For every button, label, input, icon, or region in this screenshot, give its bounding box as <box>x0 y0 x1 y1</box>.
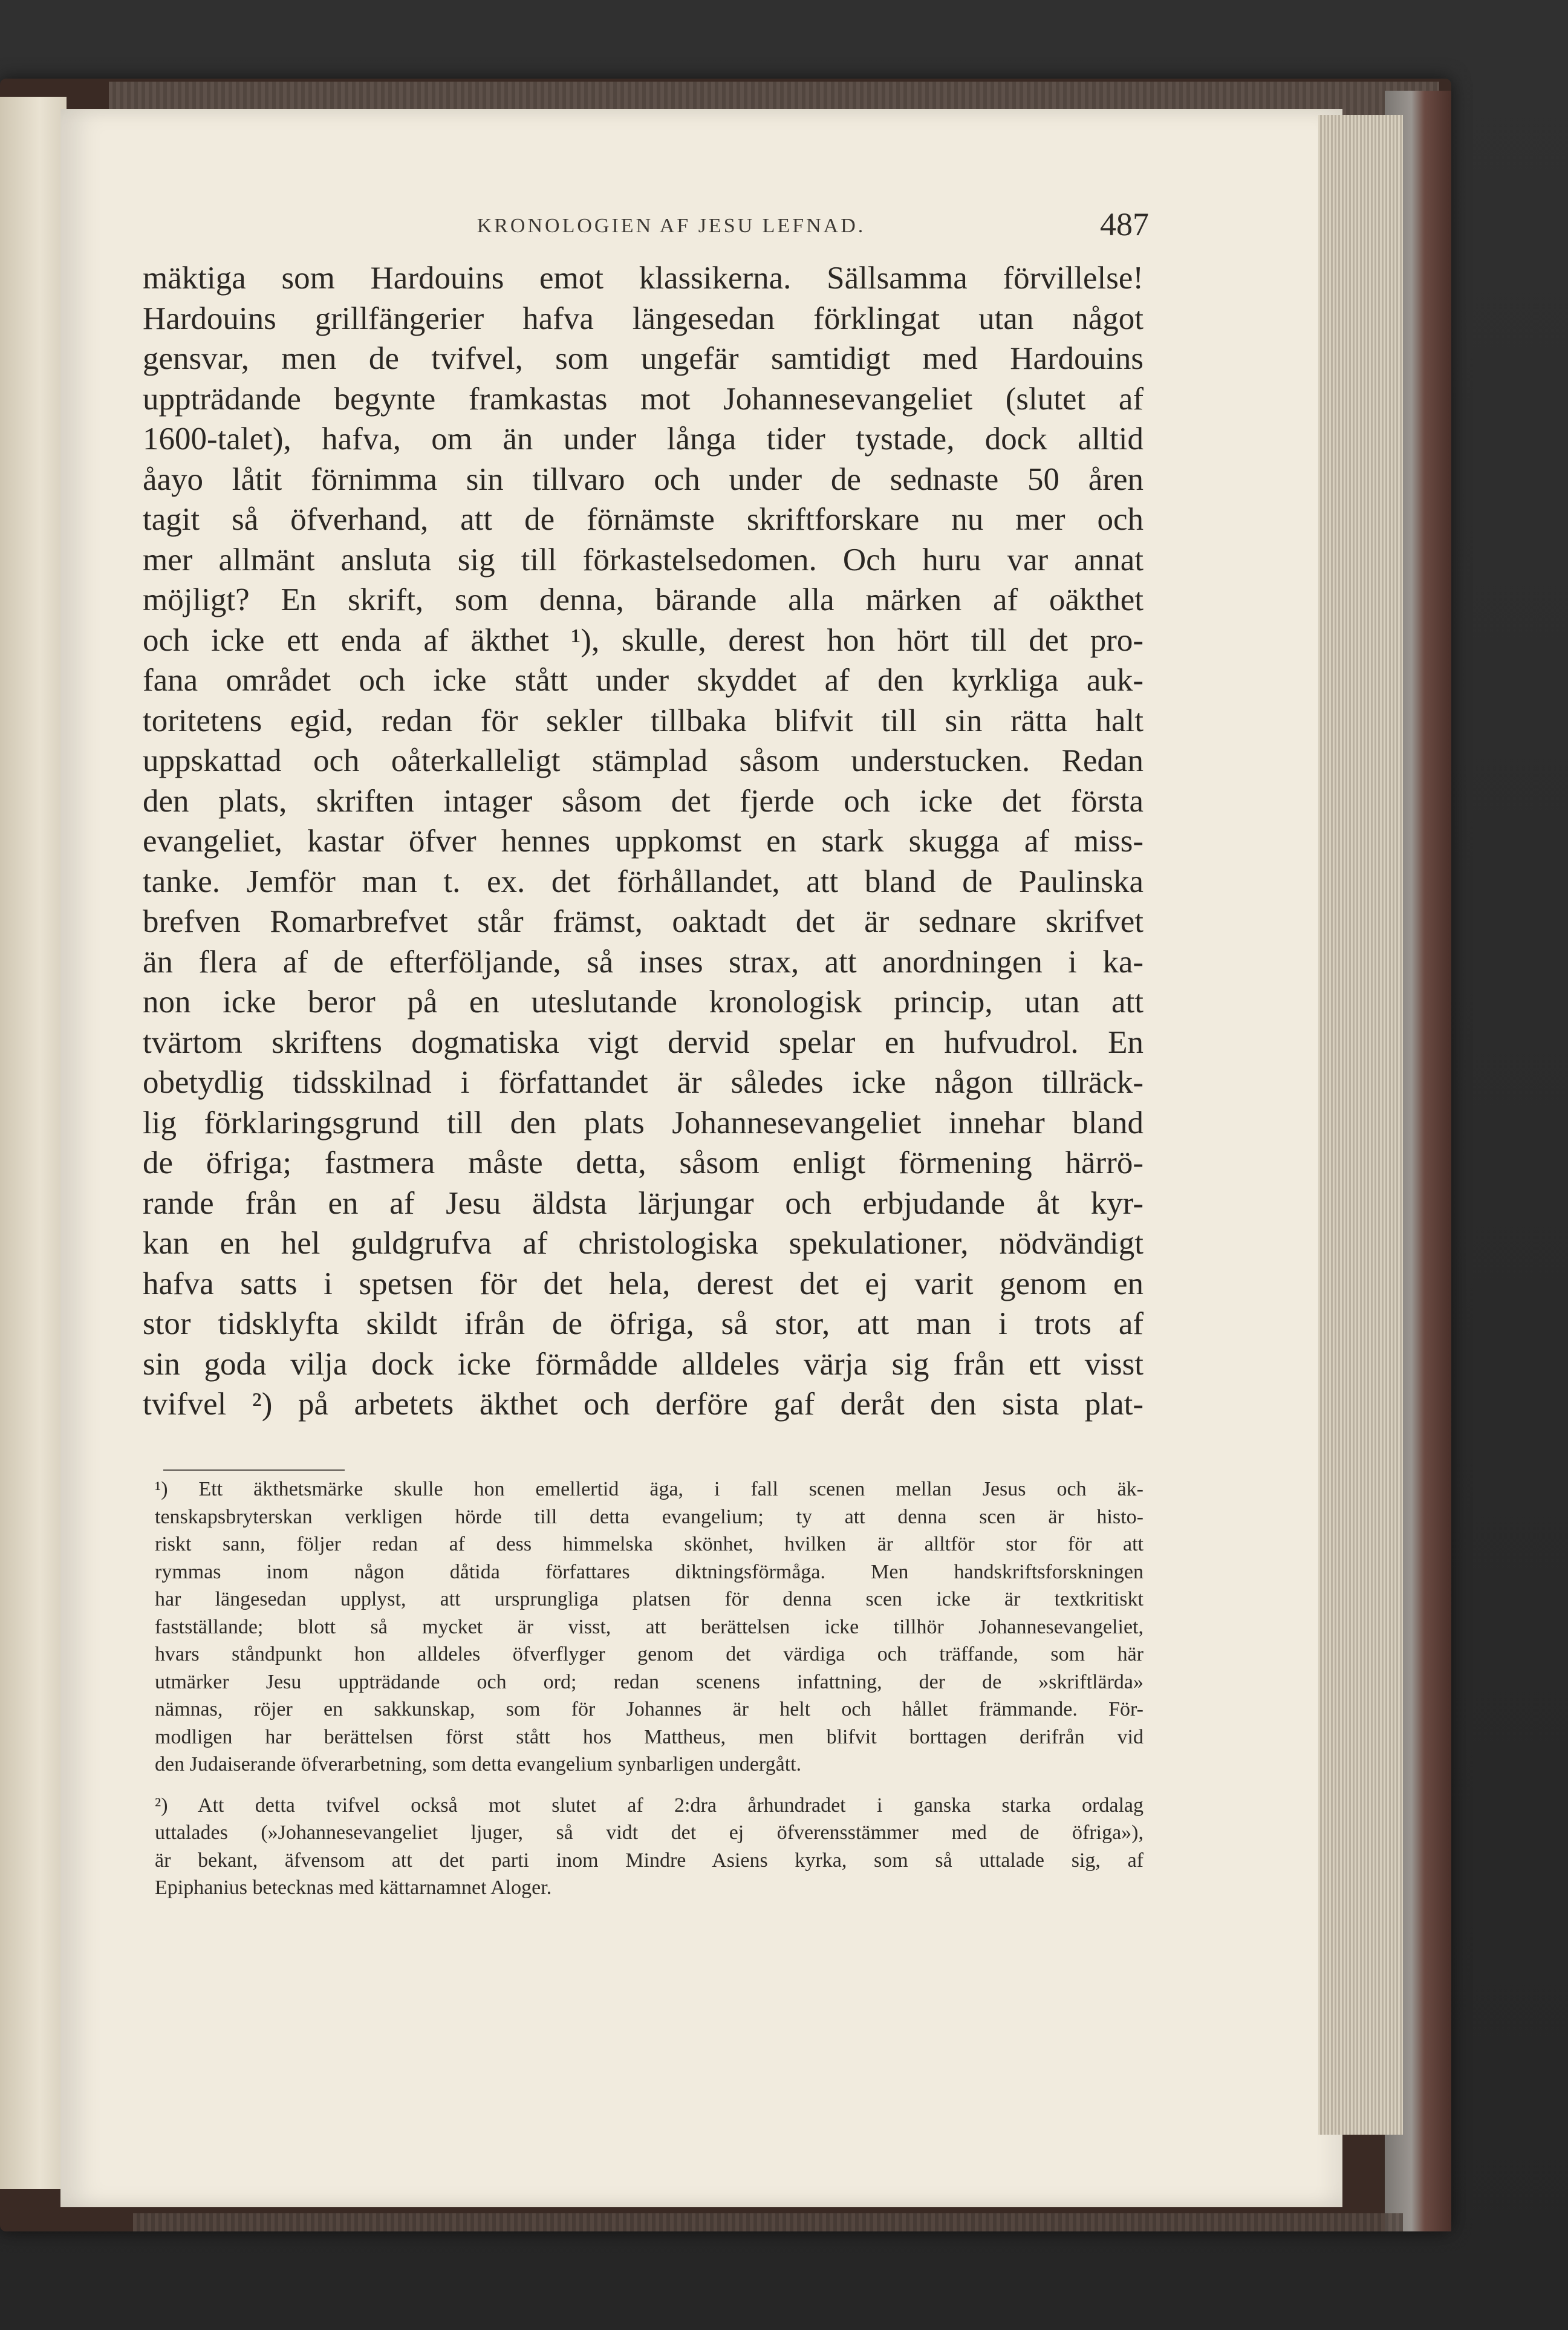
page-block-edges <box>1318 115 1403 2135</box>
footnote-2-line: Epiphanius betecknas med kättarnamnet Aloger. <box>155 1876 552 1899</box>
cover-edge-bottom <box>133 2213 1403 2231</box>
body-line: mäktiga som Hardouins emot klassikerna. Sällsamma förvillelse! <box>143 261 1143 296</box>
running-head: KRONOLOGIEN AF JESU LEFNAD. <box>477 215 866 237</box>
footnote-1-line: rymmas inom någon dåtida författares diktningsförmåga. Men handskriftsforskningen <box>155 1560 1143 1583</box>
footnote-1-line: har längesedan upplyst, att ursprungliga platsen för denna scen icke är textkritiskt <box>155 1588 1143 1610</box>
facing-page-edge <box>0 97 67 2189</box>
body-line: toritetens egid, redan för sekler tillbaka blifvit till sin rätta halt <box>143 703 1143 738</box>
footnote-2-line: är bekant, äfvensom att det parti inom Mindre Asiens kyrka, som så uttalade sig, af <box>155 1849 1143 1872</box>
body-line: 1600-talet), hafva, om än under långa tider tystade, dock alltid <box>143 421 1143 457</box>
body-line: fana området och icke stått under skyddet af den kyrkliga auk- <box>143 663 1143 698</box>
body-line: tanke. Jemför man t. ex. det förhållandet, att bland de Paulinska <box>143 864 1143 899</box>
body-line: än flera af de efterföljande, så inses strax, att anordningen i ka- <box>143 944 1143 980</box>
body-line: hafva satts i spetsen för det hela, derest det ej varit genom en <box>143 1266 1143 1301</box>
body-line: non icke beror på en uteslutande kronologisk princip, utan att <box>143 984 1143 1020</box>
body-line: evangeliet, kastar öfver hennes uppkomst en stark skugga af miss- <box>143 824 1143 859</box>
page-number: 487 <box>1100 206 1149 242</box>
footnote-2-line: ²) Att detta tvifvel också mot slutet af 2:dra århundradet i ganska starka ordalag <box>155 1794 1143 1817</box>
body-line: Hardouins grillfängerier hafva längesedan förklingat utan något <box>143 301 1143 336</box>
footnote-1-line: nämnas, röjer en sakkunskap, som för Johannes är helt och hållet främmande. För- <box>155 1698 1143 1720</box>
footnote-1-line: tenskapsbryterskan verkligen hörde till detta evangelium; ty att denna scen är histo- <box>155 1505 1143 1528</box>
body-line: de öfriga; fastmera måste detta, såsom enligt förmening härrö- <box>143 1145 1143 1180</box>
body-line: uppskattad och oåterkalleligt stämplad såsom understucken. Redan <box>143 743 1143 778</box>
footnote-1-line: modligen har berättelsen först stått hos Mattheus, men blifvit borttagen derifrån vid <box>155 1725 1143 1748</box>
footnote-1-line: utmärker Jesu uppträdande och ord; redan scenens infattning, der de »skriftlärda» <box>155 1670 1143 1693</box>
footnote-1-line: hvars ståndpunkt hon alldeles öfverflyger genom det värdiga och träffande, som här <box>155 1643 1143 1665</box>
footnote-1-line: riskt sann, följer redan af dess himmelska skönhet, hvilken är alltför stor för att <box>155 1533 1143 1555</box>
body-line: och icke ett enda af äkthet ¹), skulle, derest hon hört till det pro- <box>143 622 1143 658</box>
footnote-1-line: ¹) Ett äkthetsmärke skulle hon emellertid äga, i fall scenen mellan Jesus och äk- <box>155 1478 1143 1500</box>
footnote-rule <box>163 1469 345 1471</box>
body-line: obetydlig tidsskilnad i författandet är således icke någon tillräck- <box>143 1065 1143 1100</box>
footnote-2-line: uttalades (»Johannesevangeliet ljuger, så vidt det ej öfverensstämmer med de öfriga»), <box>155 1821 1143 1844</box>
footnote-gap <box>155 1778 1143 1792</box>
body-line: brefven Romarbrefvet står främst, oaktadt det är sednare skrifvet <box>143 904 1143 939</box>
body-line: tvifvel ²) på arbetets äkthet och derföre gaf deråt den sista plat- <box>143 1387 1143 1422</box>
body-line: lig förklaringsgrund till den plats Johannesevangeliet innehar bland <box>143 1105 1143 1141</box>
body-line: tagit så öfverhand, att de förnämste skriftforskare nu mer och <box>143 502 1143 537</box>
body-line: rande från en af Jesu äldsta lärjungar och erbjudande åt kyr- <box>143 1185 1143 1221</box>
body-line: sin goda vilja dock icke förmådde alldeles värja sig från ett visst <box>143 1346 1143 1382</box>
body-line: mer allmänt ansluta sig till förkastelsedomen. Och huru var annat <box>143 542 1143 578</box>
body-line: stor tidsklyfta skildt ifrån de öfriga, så stor, att man i trots af <box>143 1306 1143 1341</box>
body-text <box>143 258 1143 1425</box>
footnotes <box>155 1476 1143 1902</box>
body-line: gensvar, men de tvifvel, som ungefär samtidigt med Hardouins <box>143 341 1143 376</box>
body-line: uppträdande begynte framkastas mot Johannesevangeliet (slutet af <box>143 381 1143 417</box>
footnote-1-line: den Judaiserande öfverarbetning, som detta evangelium synbarligen undergått. <box>155 1753 802 1775</box>
body-line: åayo låtit förnimma sin tillvaro och under de sednaste 50 åren <box>143 461 1143 497</box>
body-line: kan en hel guldgrufva af christologiska spekulationer, nödvändigt <box>143 1226 1143 1261</box>
body-line: tvärtom skriftens dogmatiska vigt dervid spelar en hufvudrol. En <box>143 1024 1143 1060</box>
body-line: den plats, skriften intager såsom det fjerde och icke det första <box>143 783 1143 819</box>
footnote-1-line: fastställande; blott så mycket är visst, att berättelsen icke tillhör Johannesevangeliet, <box>155 1615 1143 1638</box>
body-line: möjligt? En skrift, som denna, bärande alla märken af oäkthet <box>143 582 1143 617</box>
